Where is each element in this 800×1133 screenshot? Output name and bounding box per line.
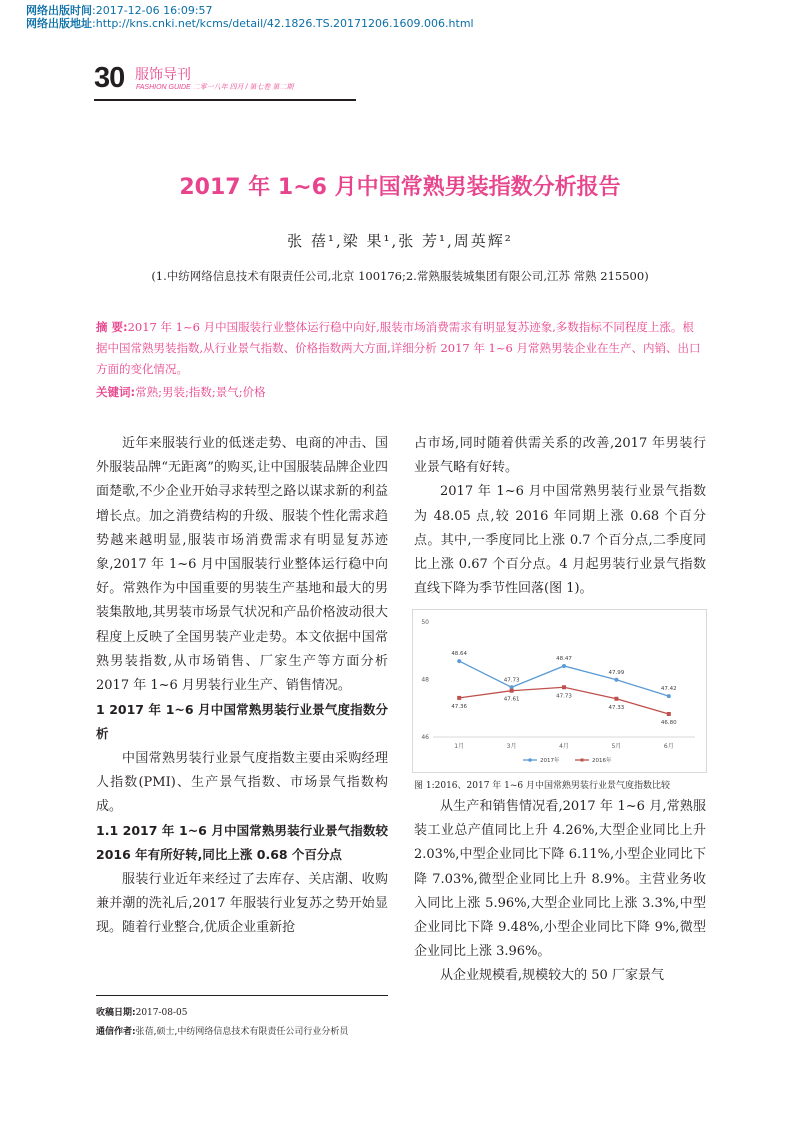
data-point [457,696,461,700]
y-tick-label: 46 [421,734,429,741]
data-point [614,697,618,701]
x-tick-label: 3月 [506,743,517,750]
footnote-divider [96,995,388,996]
data-label: 48.64 [451,651,468,658]
body-paragraph: 2017 年 1~6 月中国常熟男装行业景气指数为 48.05 点,较 2016 年同期上涨 0.68 个百分点。其中,一季度同比上涨 0.7 个百分点,二季度同比上涨 0.67 个百分点。4 月起男装行业景气指数直线下降为季节性回落(图 1)。 [414,484,706,597]
publish-url-line: 网络出版地址:http://kns.cnki.net/kcms/detail/42.1826.TS.20171206.1609.006.html [26,17,474,30]
data-label: 47.33 [608,704,625,711]
x-tick-label: 4月 [559,743,569,750]
series-line-1 [459,687,669,714]
publish-time-line: 网络出版时间:2017-12-06 16:09:57 [26,4,213,17]
journal-issue-info: FASHION GUIDE 二零一八年 四月 / 第七卷 第二期 [136,84,294,91]
corresponding-author [96,1024,348,1037]
legend-label: 2017年 [540,758,560,764]
body-paragraph: 占市场,同时随着供需关系的改善,2017 年男装行业景气略有好转。 [414,436,706,476]
figure-1-chart [412,609,707,773]
abstract [96,317,704,380]
data-label: 47.73 [503,677,520,684]
keywords-text: 常熟;男装;指数;景气;价格 [135,385,266,399]
publish-url-label: 网络出版地址 [26,17,92,30]
data-point [667,712,671,716]
body-paragraph: 从企业规模看,规模较大的 50 厂家景气 [440,968,664,984]
data-label: 47.36 [451,703,468,710]
data-point [510,685,514,689]
x-tick-label: 6月 [663,743,674,750]
author-affiliation: (1.中纺网络信息技术有限责任公司,北京 100176;2.常熟服装城集团有限公司,江苏 常熟 215500) [151,269,649,283]
subsection-heading: 1.1 2017 年 1~6 月中国常熟男装行业景气指数较 2016 年有所好转,同比上涨 0.68 个百分点 [96,823,388,863]
received-value: 2017-08-05 [135,1008,188,1018]
body-paragraph: 中国常熟男装行业景气度指数主要由采购经理人指数(PMI)、生产景气指数、市场景气指数构成。 [96,750,388,815]
publish-time-value: 2017-12-06 16:09:57 [95,4,213,17]
x-tick-label: 1月 [454,743,465,750]
legend-marker [581,759,584,762]
y-tick-label: 50 [421,619,429,626]
data-point [562,664,566,668]
header-divider [94,99,356,101]
publish-time-label: 网络出版时间 [26,4,92,17]
received-date [96,1005,188,1018]
page-number: 30 [94,62,125,94]
journal-name: 服饰导刊 [135,67,191,83]
data-label: 47.61 [503,696,520,703]
keywords-label: 关键词: [96,385,136,399]
left-column [96,432,388,940]
data-point [510,689,514,693]
corresponding-author-label: 通信作者: [96,1027,136,1037]
keywords [96,384,704,400]
y-tick-label: 48 [421,676,429,684]
legend-marker [528,758,532,762]
data-label: 47.42 [660,686,677,693]
received-label: 收稿日期: [96,1008,136,1018]
data-point [562,685,566,689]
abstract-label: 摘 要: [96,320,128,334]
data-label: 47.99 [608,669,625,676]
data-label: 46.80 [660,720,677,726]
body-paragraph: 服装行业近年来经过了去库存、关店潮、收购兼并潮的洗礼后,2017 年服装行业复苏之势开始显现。随着行业整合,优质企业重新抢 [96,871,388,936]
figure-caption: 图 1:2016、2017 年 1~6 月中国常熟男装行业景气度指数比较 [414,781,671,791]
data-label: 48.47 [556,655,572,662]
right-column-top [414,432,706,601]
line-chart [413,610,706,772]
x-tick-label: 5月 [611,743,622,750]
body-paragraph: 从生产和销售情况看,2017 年 1~6 月,常熟服装工业总产值同比上升 4.26%,大型企业同比上升 2.03%,中型企业同比下降 6.11%,小型企业同比下降 7.03%,微型企业同比上升 8.9%。主营业务收入同比上涨 5.96%,大型企业同比上涨 3.3%,中型企业同比下降 9.48%,小型企业同比下降 9%,微型企业同比上涨 3.96%。 [414,799,706,960]
right-column-bottom [414,795,706,989]
corresponding-author-value: 张蓓,硕士,中纺网络信息技术有限责任公司行业分析员 [135,1027,349,1037]
data-point [457,659,461,663]
data-label: 47.73 [556,693,572,700]
legend-label: 2016年 [592,758,612,764]
article-authors: 张 蓓¹,梁 果¹,张 芳¹,周英辉² [287,232,513,250]
abstract-text: 2017 年 1~6 月中国服装行业整体运行稳中向好,服装市场消费需求有明显复苏迹象,多数指标不同程度上涨。根据中国常熟男装指数,从行业景气指数、价格指数两大方面,详细分析 2017 年 1~6 月常熟男装企业在生产、内销、出口方面的变化情况。 [96,320,701,376]
article-title: 2017 年 1~6 月中国常熟男装指数分析报告 [179,175,621,200]
publish-url-link[interactable]: http://kns.cnki.net/kcms/detail/42.1826.TS.20171206.1609.006.html [95,17,474,30]
data-point [667,694,671,698]
body-paragraph: 近年来服装行业的低迷走势、电商的冲击、国外服装品牌“无距离”的购买,让中国服装品牌企业四面楚歌,不少企业开始寻求转型之路以谋求新的利益增长点。加之消费结构的升级、服装个性化需求趋势越来越明显,服装市场消费需求有明显复苏迹象,2017 年 1~6 月中国服装行业整体运行稳中向好。常熟作为中国重要的男装生产基地和最大的男装集散地,其男装市场景气状况和产品价格波动很大程度上反映了全国男装产业走势。本文依据中国常熟男装指数,从市场销售、厂家生产等方面分析 2017 年 1~6 月男装行业生产、销售情况。 [96,436,388,694]
section-heading: 1 2017 年 1~6 月中国常熟男装行业景气度指数分析 [96,702,388,742]
data-point [614,678,618,682]
